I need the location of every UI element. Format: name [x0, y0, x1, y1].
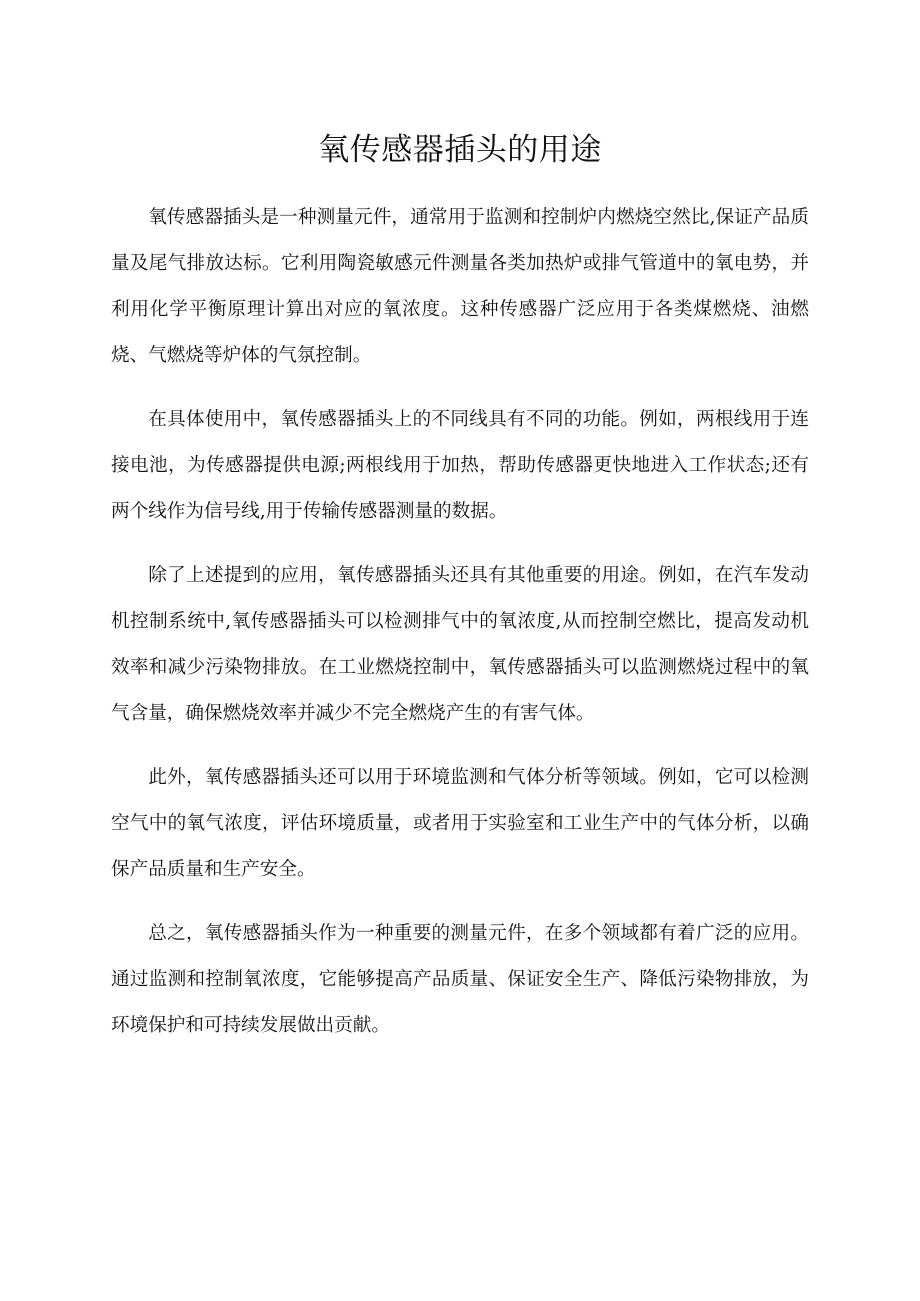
document-body	[111, 195, 809, 1067]
document-title: 氧传感器插头的用途	[318, 132, 602, 168]
paragraph-environment-monitoring: 此外，氧传感器插头还可以用于环境监测和气体分析等领域。例如，它可以检测空气中的氧气浓度，评估环境质量，或者用于实验室和工业生产中的气体分析，以确保产品质量和生产安全。	[111, 767, 809, 880]
paragraph-summary: 总之，氧传感器插头作为一种重要的测量元件，在多个领域都有着广泛的应用。通过监测和控制氧浓度，它能够提高产品质量、保证安全生产、降低污染物排放，为环境保护和可持续发展做出贡献。	[111, 923, 809, 1036]
paragraph-other-uses: 除了上述提到的应用，氧传感器插头还具有其他重要的用途。例如，在汽车发动机控制系统中,氧传感器插头可以检测排气中的氧浓度,从而控制空燃比，提高发动机效率和减少污染物排放。在工业燃烧控制中，氧传感器插头可以监测燃烧过程中的氧气含量，确保燃烧效率并减少不完全燃烧产生的有害气体。	[111, 565, 809, 724]
paragraph-wire-functions: 在具体使用中，氧传感器插头上的不同线具有不同的功能。例如，两根线用于连接电池，为传感器提供电源;两根线用于加热，帮助传感器更快地进入工作状态;还有两个线作为信号线,用于传输传感器测量的数据。	[111, 409, 809, 522]
paragraph-intro: 氧传感器插头是一种测量元件，通常用于监测和控制炉内燃烧空然比,保证产品质量及尾气排放达标。它利用陶瓷敏感元件测量各类加热炉或排气管道中的氧电势，并利用化学平衡原理计算出对应的氧浓度。这种传感器广泛应用于各类煤燃烧、油燃烧、气燃烧等炉体的气氛控制。	[111, 207, 809, 366]
